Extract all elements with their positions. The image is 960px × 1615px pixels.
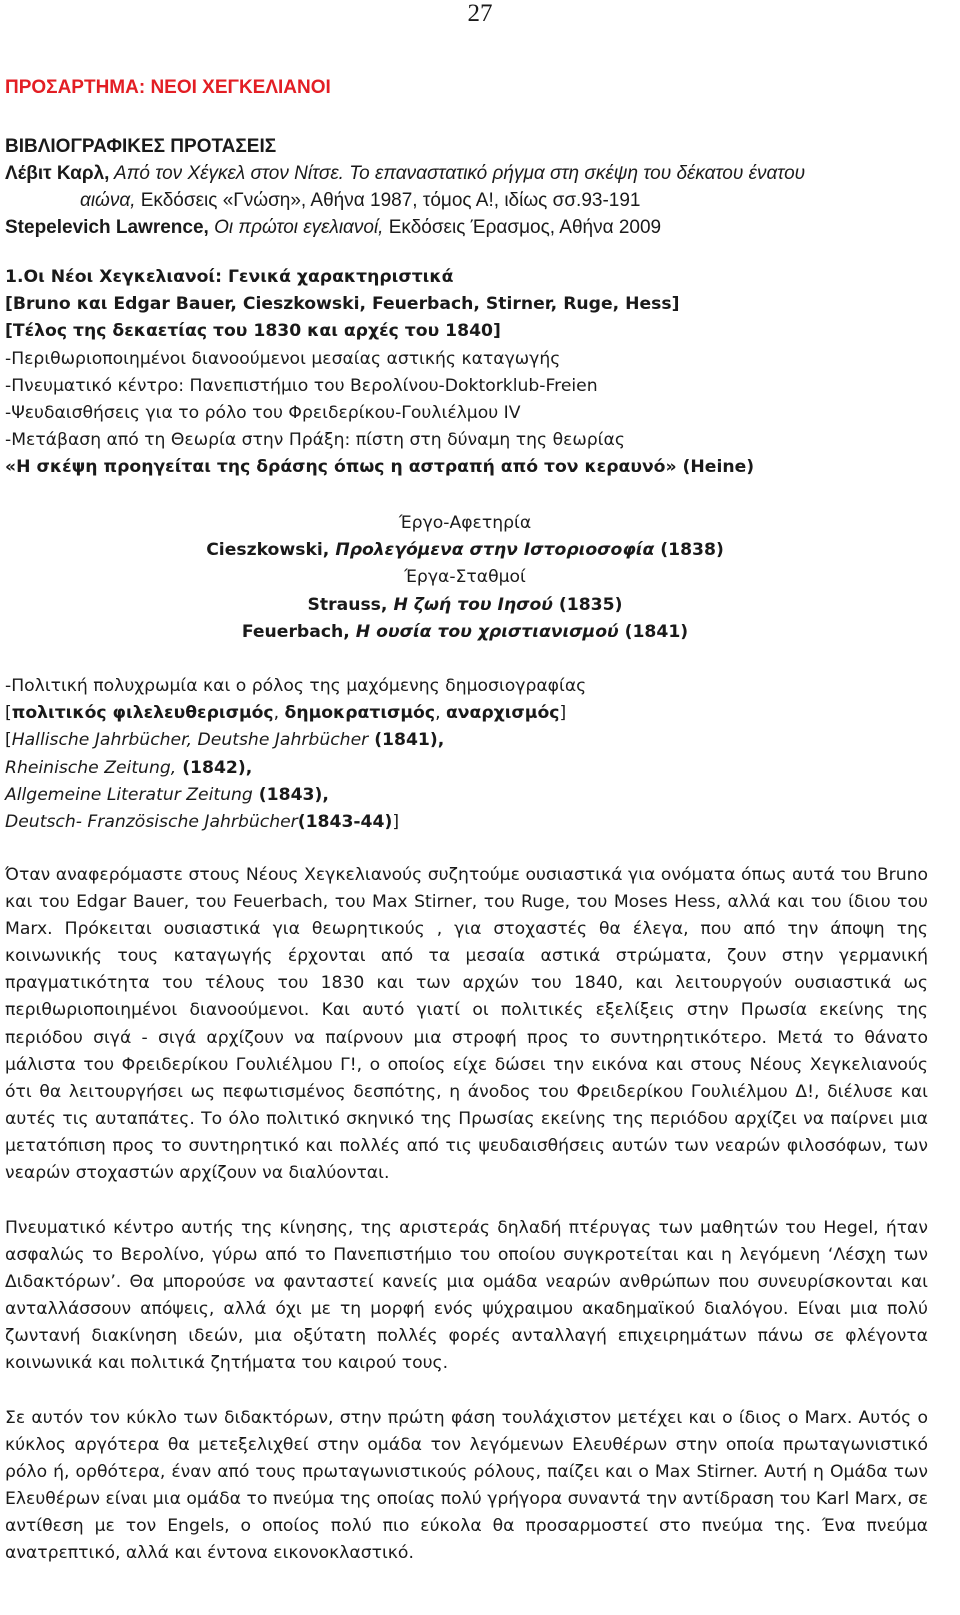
journal-title: Hallische Jahrbücher, Deutshe Jahrbücher <box>11 730 369 751</box>
start-work <box>0 537 930 564</box>
work-year: (1838) <box>654 540 724 561</box>
journal-line <box>5 727 930 754</box>
section-1 <box>5 264 930 482</box>
start-work-label: Έργο-Αφετηρία <box>398 513 532 533</box>
station-work <box>0 592 930 619</box>
journal-line <box>5 782 930 809</box>
bracket: ] <box>559 703 567 724</box>
work-title: Η ουσία του χριστιανισμού <box>355 621 619 642</box>
bibliography-item <box>5 214 930 241</box>
political-line: -Πολιτική πολυχρωμία και ο ρόλος της μαχόμενης δημοσιογραφίας <box>5 676 587 696</box>
item-author: Λέβιτ Καρλ, <box>5 163 110 184</box>
section-bullet: -Ψευδαισθήσεις για το ρόλο του Φρειδερίκου-Γουλιέλμου IV <box>5 403 521 424</box>
journal-line <box>5 755 930 782</box>
separator: , <box>273 703 285 724</box>
stations-label: Έργα-Σταθμοί <box>404 567 526 588</box>
work-author: Cieszkowski, <box>206 540 330 561</box>
item-publisher: Εκδόσεις «Γνώση», Αθήνα 1987, τόμος Α!, ιδίως σσ.93-191 <box>135 190 641 211</box>
quote-author: (Heine) <box>676 457 755 478</box>
bibliography-item <box>5 160 930 187</box>
bibliography-item-continuation <box>5 187 930 214</box>
item-title-cont: αιώνα, <box>80 190 136 211</box>
tendency: αναρχισμός <box>446 703 560 724</box>
journal-year: (1841), <box>368 730 445 751</box>
section-bullet: -Περιθωριοποιημένοι διανοούμενοι μεσαίας αστικής καταγωγής <box>5 348 561 369</box>
work-author: Feuerbach, <box>241 621 350 642</box>
appendix-title: ΠΡΟΣΑΡΤΗΜΑ: ΝΕΟΙ ΧΕΓΚΕΛΙΑΝΟΙ <box>5 77 331 98</box>
journal-title: Rheinische Zeitung, <box>5 757 177 778</box>
journal-title: Deutsch- Französische Jahrbücher <box>5 812 298 833</box>
station-work <box>0 619 930 646</box>
bibliography-heading: ΒΙΒΛΙΟΓΡΑΦΙΚΕΣ ΠΡΟΤΑΣΕΙΣ <box>5 136 277 157</box>
page-number: 27 <box>467 0 493 27</box>
heine-quote <box>5 454 930 481</box>
item-publisher: Εκδόσεις Έρασμος, Αθήνα 2009 <box>383 217 662 238</box>
item-title: Οι πρώτοι εγελιανοί, <box>208 217 384 238</box>
works-block <box>0 510 930 646</box>
section-names: [Bruno και Edgar Bauer, Cieszkowski, Feuerbach, Stirner, Ruge, Hess] <box>5 294 680 315</box>
work-author: Strauss, <box>307 594 388 615</box>
journal-year: (1843-44) <box>297 812 393 833</box>
item-author: Stepelevich Lawrence, <box>5 217 209 238</box>
journal-year: (1842), <box>176 757 253 778</box>
journal-line <box>5 809 930 836</box>
journal-title: Allgemeine Literatur Zeitung <box>5 784 253 805</box>
work-year: (1835) <box>552 594 623 615</box>
bracket: ] <box>392 812 400 833</box>
section-heading: 1.Οι Νέοι Χεγκελιανοί: Γενικά χαρακτηριστικά <box>5 267 454 287</box>
paragraph-young-hegelians: Όταν αναφερόμαστε στους Νέους Χεγκελιανούς συζητούμε ουσιαστικά για ονόματα όπως αυτά του Bruno και του Edgar Bauer, του Feuerbach, του Max Stirner, του Ruge, του Moses Hess, αλλά και του ίδιου του Marx. Πρόκειται ουσιαστικά για θεωρητικούς , για στοχαστές θα έλεγα, που από την άποψη της κοινωνικής τους καταγωγής έρχονται από τα μεσαία αστικά στρώματα, ζουν στην γερμανική πραγματικότητα του τέλους του 1830 και των αρχών του 1840, και λειτουργούν ουσιαστικά ως περιθωριοποιημένοι διανοούμενοι. Και αυτό γιατί οι πολιτικές εξελίξεις στην Πρωσία εκείνης της περιόδου σιγά - σιγά αρχίζουν να παίρνουν μια στροφή προς το συντηρητικότερο. Μετά το θάνατο μάλιστα του Φρειδερίκου Γουλιέλμου Γ!, ο οποίος είχε δώσει την εικόνα και στους Νέους Χεγκελιανούς ότι θα λειτουργήσει ως πεφωτισμένος δεσπότης, η άνοδος του Φρειδερίκου Γουλιέλμου Δ!, διέλυσε και αυτές τις αυταπάτες. Το όλο πολιτικό σκηνικό της Πρωσίας εκείνης της περιόδου αρχίζει να παίρνει μια μετατόπιση προς το συντηρητικό και πολλές από τις ψευδαισθήσεις αυτών των νεαρών φιλοσόφων, των νεαρών στοχαστών αρχίζουν να διαλύονται. <box>5 865 928 1184</box>
political-block <box>5 673 930 836</box>
political-tendencies <box>5 700 930 727</box>
work-title: Η ζωή του Ιησού <box>393 594 553 615</box>
work-title: Προλεγόμενα στην Ιστοριοσοφία <box>335 540 655 561</box>
tendency: πολιτικός φιλελευθερισμός <box>11 703 274 724</box>
journal-year: (1843), <box>252 784 329 805</box>
paragraph-intellectual-center: Πνευματικό κέντρο αυτής της κίνησης, της αριστεράς δηλαδή πτέρυγας των μαθητών του Hegel, ήταν ασφαλώς το Βερολίνο, γύρω από το Πανεπιστήμιο του οποίου συγκροτείται και η λεγόμενη ‘Λέσχη των Διδακτόρων’. Θα μπορούσε να φανταστεί κανείς μια ομάδα νεαρών ανθρώπων που συνευρίσκονται και ανταλλάσσουν απόψεις, αλλά όχι με τη μορφή ενός ψύχραιμου ακαδημαϊκού διαλόγου. Είναι μια πολύ ζωντανή διακίνηση ιδεών, μια οξύτατη πολλές φορές ανταλλαγή επιχειρημάτων πάνω σε φλέγοντα κοινωνικά και πολιτικά ζητήματα του καιρού τους. <box>5 1218 928 1374</box>
tendency: δημοκρατισμός <box>284 703 436 724</box>
separator: , <box>435 703 446 724</box>
quote-text: «Η σκέψη προηγείται της δράσης όπως η αστραπή από τον κεραυνό» <box>5 457 677 478</box>
bracket: [ <box>5 730 12 751</box>
section-bullet: -Μετάβαση από τη Θεωρία στην Πράξη: πίστη στη δύναμη της θεωρίας <box>5 430 625 451</box>
bracket: [ <box>5 703 12 724</box>
item-title: Από τον Χέγκελ στον Νίτσε. Το επαναστατικό ρήγμα στη σκέψη του δέκατου ένατου <box>109 163 806 184</box>
section-bullet: -Πνευματικό κέντρο: Πανεπιστήμιο του Βερολίνου-Doktorklub-Freien <box>5 375 598 396</box>
paragraph-doctors-circle: Σε αυτόν τον κύκλο των διδακτόρων, στην πρώτη φάση τουλάχιστον μετέχει και ο ίδιος ο Marx. Αυτός ο κύκλος αργότερα θα μετεξελιχθεί στην ομάδα τον λεγόμενων Ελευθέρων στην οποία πρωταγωνιστικό ρόλο ή, ορθότερα, έναν από τους πρωταγωνιστικούς ρόλους, παίζει και ο Max Stirner. Αυτή η Ομάδα των Ελευθέρων είναι μια ομάδα το πνεύμα της οποίας πολύ γρήγορα συναντά την αντίδραση του Karl Marx, σε αντίθεση με τον Engels, ο οποίος πολύ πιο εύκολα θα προσαρμοστεί στο πνεύμα της. Ένα πνεύμα ανατρεπτικό, αλλά και έντονα εικονοκλαστικό. <box>5 1408 928 1564</box>
bibliography <box>5 133 930 241</box>
work-year: (1841) <box>618 621 689 642</box>
section-period: [Τέλος της δεκαετίας του 1830 και αρχές του 1840] <box>5 321 501 342</box>
